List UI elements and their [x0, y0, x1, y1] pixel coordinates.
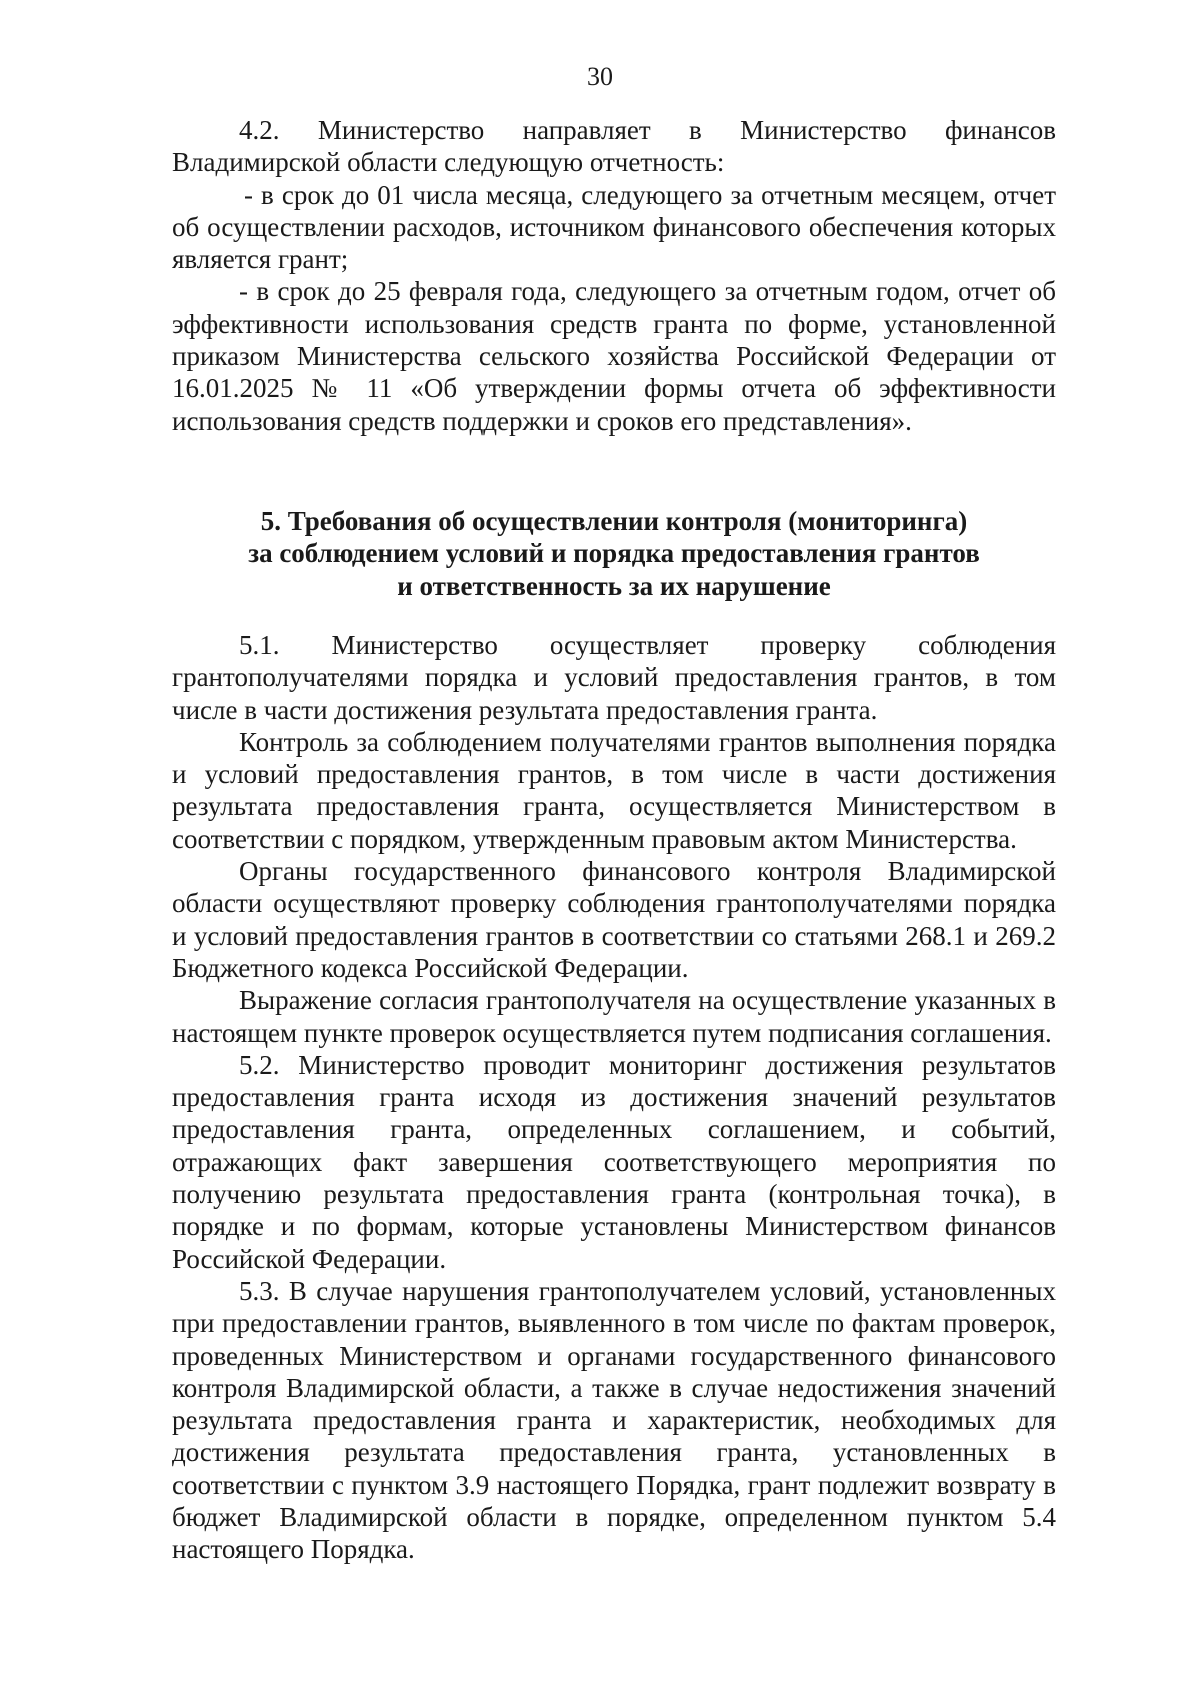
- heading-line: за соблюдением условий и порядка предоставления грантов: [248, 538, 980, 569]
- section-5-heading: [172, 505, 1056, 602]
- section-5-text: [172, 629, 1056, 1566]
- paragraph-4-2-item-monthly: - в срок до 01 числа месяца, следующего за отчетным месяцем, отчет об осуществлении расходов, источником финансового обеспечения которых является грант;: [172, 179, 1056, 275]
- paragraph-5-2: 5.2. Министерство проводит мониторинг достижения результатов предоставления гранта исходя из достижения значений результатов предоставления гранта, определенных соглашением, и событий, отражающих факт завершения соответствующего мероприятия по получению результата предоставления гранта (контрольная точка), в порядке и по формам, которые установлены Министерством финансов Российской Федерации.: [172, 1049, 1056, 1274]
- section-4-text: [172, 114, 1056, 437]
- paragraph-financial-control: Органы государственного финансового контроля Владимирской области осуществляют проверку соблюдения грантополучателями порядка и условий предоставления грантов в соответствии со статьями 268.1 и 269.2 Бюджетного кодекса Российской Федерации.: [172, 856, 1056, 983]
- paragraph-4-2: 4.2. Министерство направляет в Министерство финансов Владимирской области следующую отчетность:: [172, 115, 1056, 178]
- heading-line: 5. Требования об осуществлении контроля (мониторинга): [260, 506, 968, 536]
- page-number: 30: [587, 62, 613, 91]
- paragraph-5-3: 5.3. В случае нарушения грантополучателем условий, установленных при предоставлении грантов, выявленного в том числе по фактам проверок, проведенных Министерством и органами государственного финансового контроля Владимирской области, а также в случае недостижения значений результата предоставления гранта и характеристик, необходимых для достижения результата предоставления гранта, установленных в соответствии с пунктом 3.9 настоящего Порядка, грант подлежит возврату в бюджет Владимирской области в порядке, определенном пунктом 5.4 настоящего Порядка.: [172, 1275, 1056, 1565]
- paragraph-4-2-item-annual: - в срок до 25 февраля года, следующего за отчетным годом, отчет об эффективности использования средств гранта по форме, установленной приказом Министерства сельского хозяйства Российской Федерации от 16.01.2025 № 11 «Об утверждении формы отчета об эффективности использования средств поддержки и сроков его представления».: [172, 276, 1056, 436]
- paragraph-consent: Выражение согласия грантополучателя на осуществление указанных в настоящем пункте проверок осуществляется путем подписания соглашения.: [172, 985, 1056, 1048]
- paragraph-control: Контроль за соблюдением получателями грантов выполнения порядка и условий предоставления грантов, в том числе в части достижения результата предоставления гранта, осуществляется Министерством в соответствии с порядком, утвержденным правовым актом Министерства.: [172, 726, 1056, 854]
- paragraph-5-1: 5.1. Министерство осуществляет проверку соблюдения грантополучателями порядка и условий предоставления грантов, в том числе в части достижения результата предоставления гранта.: [172, 630, 1056, 725]
- heading-line: и ответственность за их нарушение: [397, 570, 831, 601]
